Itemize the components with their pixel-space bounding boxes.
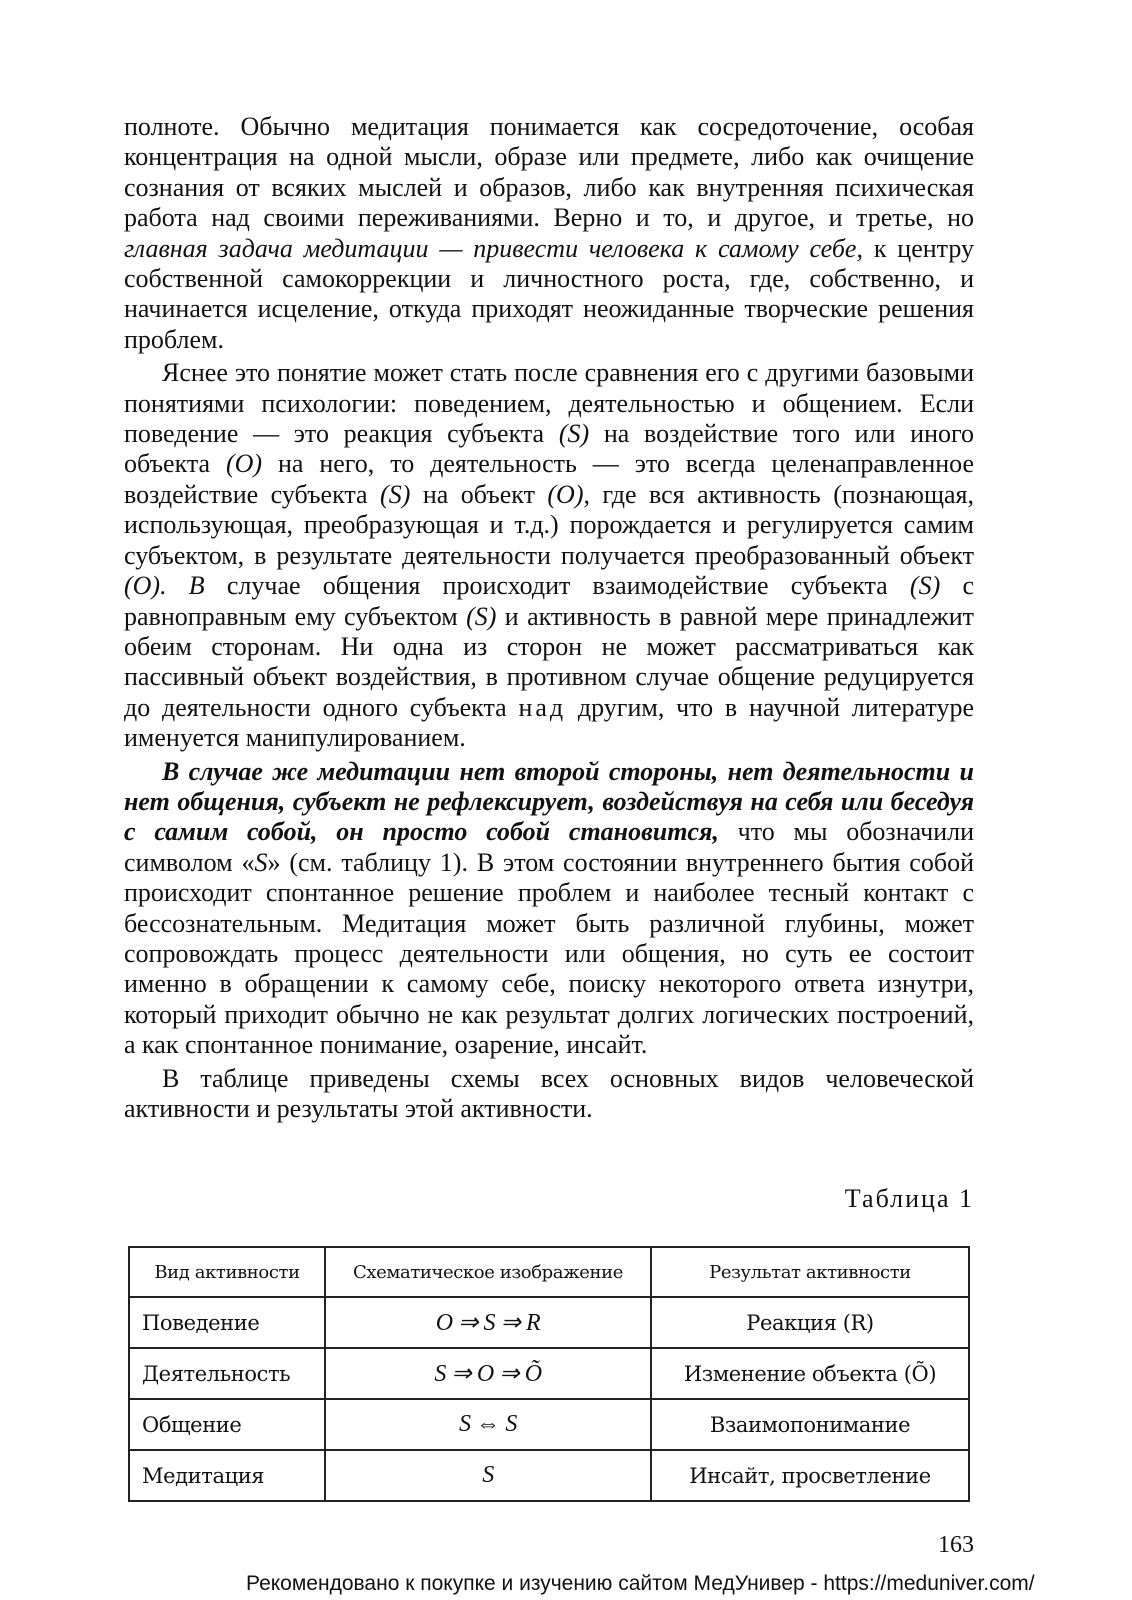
cell-schema: S ⇔ S — [325, 1399, 651, 1450]
cell-result: Инсайт, просветление — [651, 1450, 969, 1501]
header-schema: Схематическое изображение — [325, 1247, 651, 1297]
cell-activity: Деятельность — [129, 1348, 325, 1399]
cell-activity: Медитация — [129, 1450, 325, 1501]
paragraph-1: полноте. Обычно медитация понимается как сосредоточение, особая концентрация на одной мысли, образе или предмете, либо как очищение сознания от всяких мыслей и образов, либо как внутренняя психическая работа над своими переживаниями. Верно и то, и другое, и третье, но главная задача медитации — привести человека к самому себе, к центру собственной самокоррекции и личностного роста, где, собственно, и начинается исцеление, откуда приходят неожиданные творческие решения проблем. — [124, 112, 974, 354]
paragraph-3: В случае же медитации нет второй стороны, нет деятельности и нет общения, субъект не рефлексирует, воздействуя на себя или беседуя с самим собой, он просто собой становится, что мы обозначили символом «S» (см. таблицу 1). В этом состоянии внутреннего бытия собой происходит спонтанное решение проблем и наиболее тесный контакт с бессознательным. Медитация может быть различной глубины, может сопровождать процесс деятельности или общения, но суть ее состоит именно в обращении к самому себе, поиску некоторого ответа изнутри, который приходит обычно не как результат долгих логических построений, а как спонтанное понимание, озарение, инсайт. — [124, 756, 974, 1060]
header-activity-type: Вид активности — [129, 1247, 325, 1297]
cell-activity: Общение — [129, 1399, 325, 1450]
cell-result: Реакция (R) — [651, 1297, 969, 1348]
page-number: 163 — [938, 1532, 974, 1558]
activity-table — [128, 1246, 970, 1502]
cell-schema: O ⇒ S ⇒ R — [325, 1297, 651, 1348]
cell-result: Взаимопонимание — [651, 1399, 969, 1450]
footer-note: Рекомендовано к покупке и изучению сайтом МедУнивер - https://meduniver.com/ — [246, 1572, 1035, 1595]
table-header-row — [129, 1247, 969, 1297]
table-caption: Таблица 1 — [844, 1184, 974, 1213]
body-text — [124, 112, 974, 1124]
cell-schema: S ⇒ O ⇒ Õ — [325, 1348, 651, 1399]
header-result: Результат активности — [651, 1247, 969, 1297]
cell-result: Изменение объекта (Õ) — [651, 1348, 969, 1399]
cell-schema: S — [325, 1450, 651, 1501]
paragraph-2: Яснее это понятие может стать после сравнения его с другими базовыми понятиями психологии: поведением, деятельностью и общением. Если поведение — это реакция субъекта (S) на воздействие того или иного объекта (O) на него, то деятельность — это всегда целенаправленное воздействие субъекта (S) на объект (O), где вся активность (познающая, использующая, преобразующая и т.д.) порождается и регулируется самим субъектом, в результате деятельности получается преобразованный объект (O). В случае общения происходит взаимодействие субъекта (S) с равноправным ему субъектом (S) и активность в равной мере принадлежит обеим сторонам. Ни одна из сторон не может рассматриваться как пассивный объект воздействия, в противном случае общение редуцируется до деятельности одного субъекта над другим, что в научной литературе именуется манипулированием. — [124, 358, 975, 753]
table-row — [129, 1399, 969, 1450]
paragraph-4: В таблице приведены схемы всех основных видов человеческой активности и результаты этой активности. — [124, 1063, 974, 1123]
table-row — [129, 1450, 969, 1501]
cell-activity: Поведение — [129, 1297, 325, 1348]
table-row — [129, 1297, 969, 1348]
table-row — [129, 1348, 969, 1399]
